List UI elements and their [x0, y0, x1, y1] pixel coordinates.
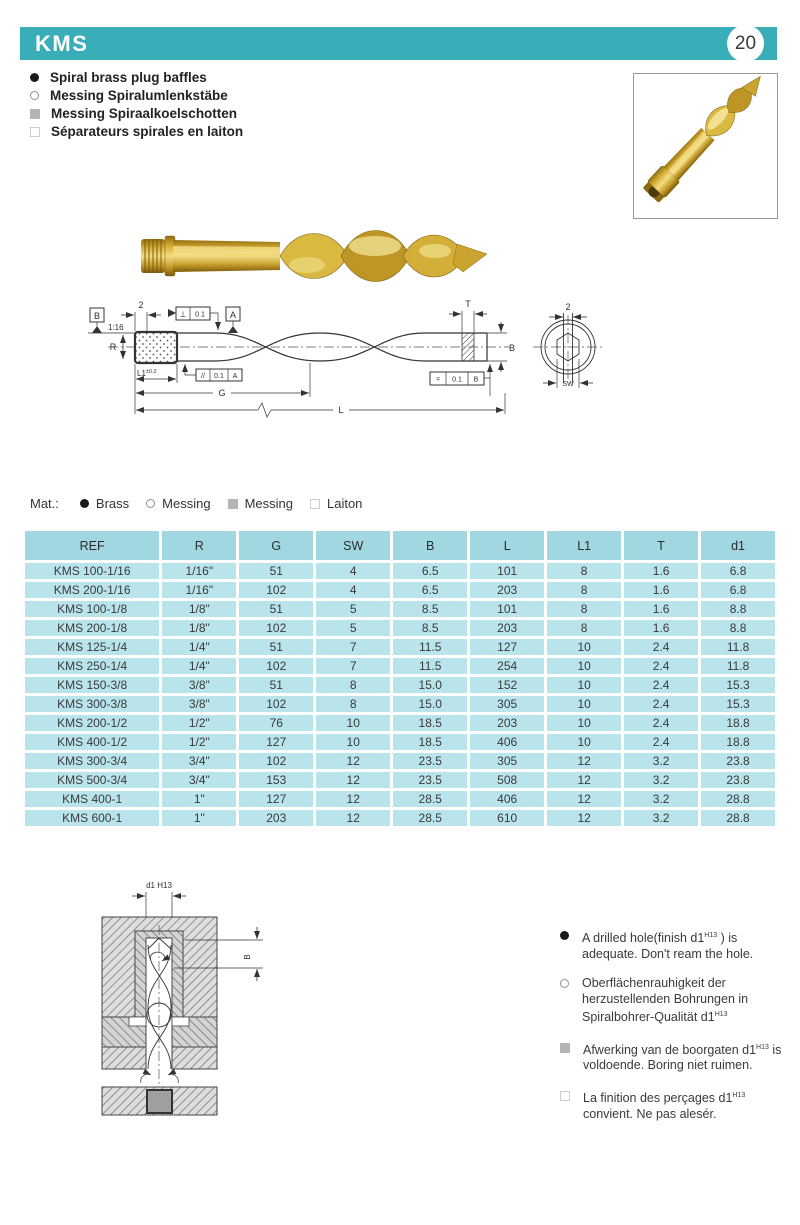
cell-g: 51: [239, 677, 313, 693]
cell-l1: 10: [547, 639, 621, 655]
svg-text:A: A: [229, 310, 237, 320]
cell-t: 3.2: [624, 772, 698, 788]
cell-l1: 10: [547, 734, 621, 750]
cell-d1: 6.8: [701, 582, 775, 598]
table-row: [25, 677, 775, 693]
svg-text://: //: [201, 373, 205, 380]
parallelism-frame: [185, 364, 242, 381]
end-view: [533, 302, 603, 388]
cell-t: 1.6: [624, 620, 698, 636]
cell-sw: 12: [316, 772, 390, 788]
cell-r: 3/8": [162, 696, 236, 712]
table-row: [25, 810, 775, 826]
cell-t: 2.4: [624, 658, 698, 674]
cell-sw: 5: [316, 601, 390, 617]
material-name: Laiton: [326, 496, 363, 511]
cell-ref: KMS 150-3/8: [25, 677, 159, 693]
cell-g: 127: [239, 734, 313, 750]
cell-d1: 6.8: [701, 563, 775, 579]
table-row: [25, 772, 775, 788]
baffle-spiral: [148, 938, 171, 1069]
page-number: 20: [734, 32, 757, 54]
material-marker-icon: [310, 499, 320, 509]
cell-r: 1": [162, 810, 236, 826]
product-title-list: [30, 71, 243, 138]
cell-ref: KMS 600-1: [25, 810, 159, 826]
cell-r: 3/4": [162, 753, 236, 769]
cell-t: 2.4: [624, 734, 698, 750]
cell-d1: 28.8: [701, 791, 775, 807]
cell-b: 18.5: [393, 715, 467, 731]
product-photo-box: [633, 73, 778, 219]
cell-b: 8.5: [393, 620, 467, 636]
cell-t: 2.4: [624, 639, 698, 655]
cell-d1: 18.8: [701, 715, 775, 731]
cell-l1: 10: [547, 677, 621, 693]
cell-g: 102: [239, 753, 313, 769]
cell-sw: 10: [316, 715, 390, 731]
table-header-cell: d1: [701, 531, 775, 560]
cell-sw: 12: [316, 791, 390, 807]
cell-ref: KMS 300-3/4: [25, 753, 159, 769]
cell-t: 2.4: [624, 715, 698, 731]
note-item: [560, 976, 788, 1026]
bullet-marker-icon: [30, 91, 39, 100]
dim-l: [135, 393, 505, 417]
cell-ref: KMS 200-1/8: [25, 620, 159, 636]
flow-arrow-left: [141, 1074, 151, 1083]
svg-text:0.1: 0.1: [452, 376, 462, 384]
dim-2: [121, 300, 161, 331]
dim-d1-label: d1 H13: [146, 881, 172, 890]
table-header-cell: R: [162, 531, 236, 560]
cell-l1: 12: [547, 772, 621, 788]
cell-b: 6.5: [393, 582, 467, 598]
cell-sw: 12: [316, 753, 390, 769]
note-text: A drilled hole(finish $d1^{H13}$ ) is adequate. Don't ream the hole.: [582, 931, 754, 961]
note-marker-icon: [560, 931, 569, 940]
table-header-cell: L1: [547, 531, 621, 560]
plug-end: [147, 1090, 172, 1113]
cell-l: 101: [470, 601, 544, 617]
svg-text:0.1: 0.1: [195, 311, 205, 319]
page-title: KMS: [35, 30, 89, 56]
taper-label: 1:16: [108, 323, 124, 332]
cell-d1: 8.8: [701, 601, 775, 617]
dim-t: [449, 299, 487, 332]
material-item: [228, 496, 293, 511]
svg-text:B: B: [243, 954, 252, 960]
plate3-left: [102, 1047, 146, 1069]
cell-b: 6.5: [393, 563, 467, 579]
dim-l1: [135, 364, 177, 383]
bullet-marker-icon: [30, 127, 40, 137]
cell-g: 203: [239, 810, 313, 826]
cell-b: 28.5: [393, 791, 467, 807]
technical-drawing: [78, 293, 618, 438]
material-marker-icon: [146, 499, 155, 508]
table-row: [25, 620, 775, 636]
note-item: [560, 928, 788, 962]
cell-ref: KMS 100-1/8: [25, 601, 159, 617]
svg-text:B: B: [509, 343, 516, 353]
cell-t: 1.6: [624, 601, 698, 617]
notes-list: [560, 928, 788, 1122]
cell-l: 127: [470, 639, 544, 655]
cell-l1: 12: [547, 791, 621, 807]
cell-ref: KMS 500-3/4: [25, 772, 159, 788]
cell-b: 15.0: [393, 696, 467, 712]
cell-l1: 10: [547, 715, 621, 731]
cell-t: 1.6: [624, 563, 698, 579]
cell-r: 1/8": [162, 620, 236, 636]
cell-l: 305: [470, 753, 544, 769]
cell-g: 102: [239, 696, 313, 712]
cell-d1: 8.8: [701, 620, 775, 636]
cell-t: 1.6: [624, 582, 698, 598]
svg-text:R: R: [109, 342, 117, 352]
product-photo-diagonal: [634, 74, 777, 218]
bullet-marker-icon: [30, 109, 40, 119]
cell-l1: 10: [547, 696, 621, 712]
product-title-item: [30, 89, 243, 102]
cell-l: 406: [470, 734, 544, 750]
svg-text:2: 2: [565, 302, 571, 312]
note-text: Afwerking van de boorgaten $d1^{H13}$ is voldoende. Boring niet ruimen.: [583, 1042, 782, 1073]
note-marker-icon: [560, 1091, 570, 1101]
cell-sw: 7: [316, 658, 390, 674]
material-marker-icon: [80, 499, 89, 508]
svg-text:SW: SW: [562, 381, 574, 388]
material-item: [146, 496, 210, 511]
cell-b: 28.5: [393, 810, 467, 826]
note-item: [560, 1088, 788, 1122]
page-number-badge: [727, 25, 764, 62]
cell-r: 1/2": [162, 715, 236, 731]
cell-g: 51: [239, 601, 313, 617]
cell-b: 11.5: [393, 658, 467, 674]
note-item: [560, 1040, 788, 1074]
table-row: [25, 563, 775, 579]
cell-ref: KMS 200-1/2: [25, 715, 159, 731]
cell-l1: 10: [547, 658, 621, 674]
cell-r: 1/2": [162, 734, 236, 750]
product-title-text: Séparateurs spirales en laiton: [51, 124, 244, 139]
table-header-cell: SW: [316, 531, 390, 560]
cell-r: 1/16": [162, 582, 236, 598]
cell-sw: 5: [316, 620, 390, 636]
product-title-item: [30, 125, 243, 138]
svg-text:B: B: [473, 376, 479, 384]
material-item: [80, 496, 129, 511]
cell-r: 1/4": [162, 658, 236, 674]
svg-text:G: G: [218, 388, 226, 398]
svg-text:T: T: [465, 299, 471, 309]
cell-t: 2.4: [624, 696, 698, 712]
materials-legend: [30, 496, 362, 511]
cell-l: 101: [470, 563, 544, 579]
table-row: [25, 582, 775, 598]
cell-d1: 15.3: [701, 677, 775, 693]
cell-t: 3.2: [624, 791, 698, 807]
note-marker-icon: [560, 979, 569, 988]
product-title-text: Messing Spiralumlenkstäbe: [50, 88, 228, 103]
cell-l1: 8: [547, 620, 621, 636]
cell-l1: 8: [547, 582, 621, 598]
cell-r: 1/8": [162, 601, 236, 617]
cell-sw: 4: [316, 563, 390, 579]
cell-g: 153: [239, 772, 313, 788]
cell-b: 15.0: [393, 677, 467, 693]
bullet-marker-icon: [30, 73, 39, 82]
cell-l1: 8: [547, 563, 621, 579]
flow-arrow-right: [168, 1074, 178, 1083]
cell-t: 2.4: [624, 677, 698, 693]
cell-sw: 8: [316, 696, 390, 712]
cell-d1: 23.8: [701, 753, 775, 769]
cell-l1: 12: [547, 810, 621, 826]
cell-r: 1/4": [162, 639, 236, 655]
installation-section-view: [95, 875, 310, 1130]
product-title-item: [30, 107, 243, 120]
material-item: [310, 496, 362, 511]
table-header-cell: G: [239, 531, 313, 560]
page-header-bar: [20, 27, 777, 60]
symmetry-frame: [430, 364, 490, 396]
cell-sw: 12: [316, 810, 390, 826]
table-row: [25, 639, 775, 655]
cell-l: 203: [470, 582, 544, 598]
cell-ref: KMS 200-1/16: [25, 582, 159, 598]
material-name: Messing: [162, 496, 211, 511]
cell-t: 3.2: [624, 810, 698, 826]
table-row: [25, 753, 775, 769]
thread-head: [135, 332, 177, 363]
cell-d1: 28.8: [701, 810, 775, 826]
material-name: Brass: [95, 496, 130, 511]
cell-ref: KMS 400-1: [25, 791, 159, 807]
cell-ref: KMS 300-3/8: [25, 696, 159, 712]
cell-l1: 12: [547, 753, 621, 769]
product-title-text: Messing Spiraalkoelschotten: [51, 106, 238, 121]
datum-b-flag: [90, 308, 104, 333]
cell-d1: 11.8: [701, 639, 775, 655]
cell-b: 23.5: [393, 753, 467, 769]
cell-l: 406: [470, 791, 544, 807]
cell-g: 127: [239, 791, 313, 807]
note-text: Oberflächenrauhigkeit der herzustellenden Bohrungen in Spiralbohrer-Qualität $d1^{H13}$: [582, 976, 749, 1025]
cell-ref: KMS 100-1/16: [25, 563, 159, 579]
cell-r: 1": [162, 791, 236, 807]
table-row: [25, 658, 775, 674]
svg-text:=: =: [435, 376, 441, 384]
svg-text:A: A: [232, 373, 238, 380]
cell-g: 102: [239, 658, 313, 674]
cell-ref: KMS 400-1/2: [25, 734, 159, 750]
cell-b: 8.5: [393, 601, 467, 617]
table-row: [25, 734, 775, 750]
product-title-text: Spiral brass plug baffles: [50, 70, 207, 85]
cell-t: 3.2: [624, 753, 698, 769]
table-header-cell: REF: [25, 531, 159, 560]
cell-b: 11.5: [393, 639, 467, 655]
cell-sw: 8: [316, 677, 390, 693]
cell-l1: 8: [547, 601, 621, 617]
cell-g: 51: [239, 563, 313, 579]
cell-l: 610: [470, 810, 544, 826]
table-header-cell: B: [393, 531, 467, 560]
cell-b: 18.5: [393, 734, 467, 750]
cell-l: 203: [470, 715, 544, 731]
perpendicularity-frame: [168, 307, 218, 330]
note-text: La finition des perçages $d1^{H13}$ convient. Ne pas alesér.: [583, 1091, 746, 1121]
cell-l: 203: [470, 620, 544, 636]
cell-sw: 10: [316, 734, 390, 750]
table-row: [25, 696, 775, 712]
svg-text:L1±0.2: $L1^{\pm 0.2}$: [137, 369, 157, 378]
spec-table: [22, 528, 778, 829]
cell-l: 305: [470, 696, 544, 712]
cell-g: 76: [239, 715, 313, 731]
cell-ref: KMS 250-1/4: [25, 658, 159, 674]
datum-a-flag: [226, 307, 240, 333]
svg-text:⊥: ⊥: [179, 310, 187, 319]
cell-sw: 4: [316, 582, 390, 598]
cell-g: 102: [239, 620, 313, 636]
cell-g: 102: [239, 582, 313, 598]
cell-r: 1/16": [162, 563, 236, 579]
cell-d1: 23.8: [701, 772, 775, 788]
table-row: [25, 715, 775, 731]
materials-label: Mat.:: [30, 496, 59, 511]
cell-b: 23.5: [393, 772, 467, 788]
svg-text:2: 2: [138, 300, 144, 310]
cell-d1: 15.3: [701, 696, 775, 712]
cell-g: 51: [239, 639, 313, 655]
material-name: Messing: [244, 496, 293, 511]
cell-r: 3/8": [162, 677, 236, 693]
cell-r: 3/4": [162, 772, 236, 788]
cell-sw: 7: [316, 639, 390, 655]
svg-text:L: L: [338, 405, 344, 415]
svg-text:B: B: [93, 311, 101, 321]
product-photo-horizontal: [135, 213, 490, 301]
product-title-item: [30, 71, 243, 84]
cell-d1: 18.8: [701, 734, 775, 750]
table-row: [25, 601, 775, 617]
note-marker-icon: [560, 1043, 570, 1053]
material-marker-icon: [228, 499, 238, 509]
cell-d1: 11.8: [701, 658, 775, 674]
table-header-cell: L: [470, 531, 544, 560]
cell-l: 152: [470, 677, 544, 693]
cell-l: 508: [470, 772, 544, 788]
table-header-cell: T: [624, 531, 698, 560]
plate3-right: [172, 1047, 217, 1069]
table-row: [25, 791, 775, 807]
svg-text:0.1: 0.1: [214, 373, 224, 380]
cell-l: 254: [470, 658, 544, 674]
cell-ref: KMS 125-1/4: [25, 639, 159, 655]
